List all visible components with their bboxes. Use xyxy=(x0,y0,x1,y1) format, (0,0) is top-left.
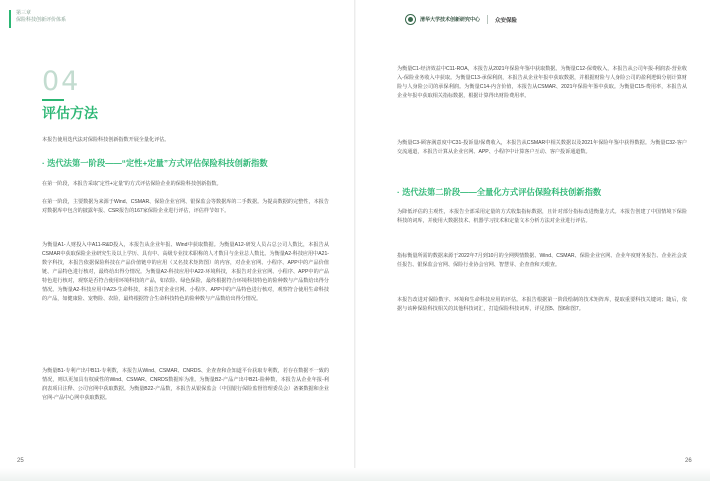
paragraph: 在第一阶段，本报告采取“定性+定量”的方式评估保险企业的保险科技创新指数。 xyxy=(42,181,222,187)
bottom-band xyxy=(0,468,710,481)
chapter-header xyxy=(9,10,66,28)
chapter-label: 第三章 xyxy=(16,10,32,16)
paragraph: 为衡量B1-专利产出中B11-专利数，本报告从Wind、CSMAR、CNRDS、企查查和企知道平台获取专利数，若存在数据不一致的情况，则以更加具有权威性的Wind、CSMAR、CNRDS数据库为准。为衡量B2-产品产出中B21-险种数，本报告从企业年报-利润表项目注释、公司官网中获取数据。为衡量B22-产品数，本报告从银保监会（中国银行保险监督管理委员会）备案数据和企业官网-产品中心网中获取数据。 xyxy=(42,368,329,401)
page-number: 26 xyxy=(685,458,692,464)
paragraph: 为衡量A1-人财投入中A11-R&D投入，本报告从企业年报、Wind中获取数据。为衡量A12-研发人员占总公司人数比，本报告从CSMAR中获取保险企业研究生及以上学历、具有中、高级专业技术职称的人才数目与企业总人数比。为衡量A2-科技应用中A21-数字科技，本报告依据保险科技在产品价值链中的应用（又名技术矩阵图）的内容，对企业官网、小程序、APP中的产品价值链、产品特色进行核对，最终给出得分情况。为衡量A2-科技应用中A22-环境科技，本报告对企业官网、小程序、APP中的产品特色进行核对，观察是否符合使用环境科技的产品，如农险、绿色保险，最终根据符合环境科技特色的险种数与产品数给出得分情况。为衡量A2-科技应用中A23-生命科技，本报告对企业官网、小程序、APP中的产品特色进行核对，观察符合使用生命科技的产品，如健康险、宠物险、农险，最终根据符合生命科技特色的险种数与产品数给出得分情况。 xyxy=(42,242,329,302)
paragraph: 在第一阶段，主要数据为来源于Wind、CSMAR、保险企业官网、银保监会等数据库的二手数据。为提高数据的完整性，本报告对数据库中包含的披露年报、CSR报告的167家保险企业进行评估，评估样节如下。 xyxy=(42,199,329,214)
section-number: 04 xyxy=(42,66,81,97)
chapter-subtitle: 保险科技创新评价体系 xyxy=(16,17,67,23)
paragraph: 为衡量C1-经济效益中C11-ROA，本报告从2021年保险年鉴中获取数据。为衡量C12-保费收入，本报告从公司年报-利润表-营业收入-保险业务收入中获取。为衡量C13-承保利润，本报告从企业年报中获取数据，并根据财险与人身险公司的盈利逻辑分别计算财险与人身险公司的承保利润。为衡量C14-内含价值，本报告从CSMAR、2021年保险年鉴中获取。为衡量C15-费用率，本报告从企业年报中获取相关指标数据，根据计算得出财险费用率。 xyxy=(397,66,687,99)
logo-org: 清华大学技术创新研究中心 xyxy=(420,17,481,23)
page-number: 25 xyxy=(17,458,24,464)
paragraph: 为衡量C3-顾客满意度中C31-投诉量/保费收入，本报告从CSMAR中相关数据以及2021年保险年鉴中获得数据。为衡量C32-客户交流通道，本报告计算从企业官网、APP、小程序中计算客户互动、客户投诉通道数。 xyxy=(397,140,687,155)
paragraph: 本报告改进对保险数字、环境和生命科技应用的评估。本报告根据第一阶段绘制的技术矩阵库，提取重要科技关键词；随后，依据与该种保险科技相关的其他科技词汇，打造保险科技词库，详见图5、图6和图7。 xyxy=(397,297,687,312)
logo-brand: 众安保险 xyxy=(495,17,518,24)
stage1-heading: · 迭代法第一阶段——“定性+定量”方式评估保险科技创新指数 xyxy=(42,158,268,168)
chapter-marker xyxy=(9,10,11,28)
stage2-heading: · 迭代法第二阶段——全量化方式评估保险科技创新指数 xyxy=(397,187,602,197)
section-divider xyxy=(42,99,64,101)
paragraph: 为降低评估的主观性，本报告全部采用定量的方式收集指标数据，且针对部分指标改进衡量方式。本报告创建了中国情境下保险科技的词库，并使用大数据技术、机器学习技术和定量文本分析方法对企业进行评估。 xyxy=(397,209,687,224)
section-title: 评估方法 xyxy=(42,105,98,121)
intro-paragraph: 本报告使用迭代法对保险科技创新指数开展全量化评估。 xyxy=(42,137,170,143)
paragraph: 指标衡量所需的数据来源于2022年7月到10月的全网舆情数据、Wind、CSMAR、保险企业官网、企业年度财务报告、企业社会责任报告、银保监会官网、保险行业协会官网、智慧芽、企查查和天眼查。 xyxy=(397,253,687,268)
right-page xyxy=(355,0,710,481)
